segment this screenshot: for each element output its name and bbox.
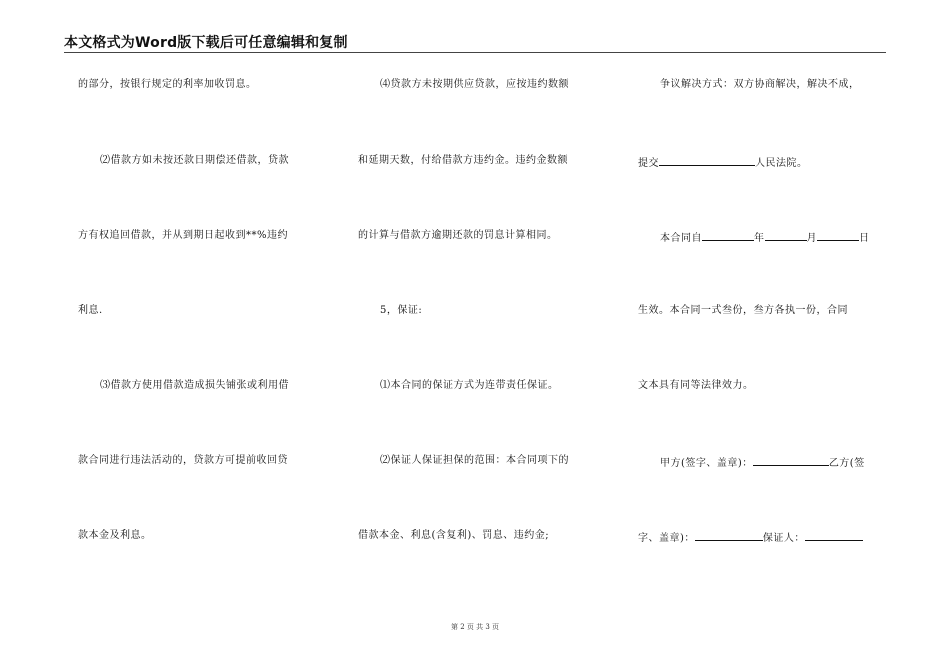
paragraph-line: 和延期天数，付给借款方违约金。违约金数额 (358, 155, 568, 166)
paragraph-line: ⑴本合同的保证方式为连带责任保证。 (380, 380, 559, 391)
text-column-3 (638, 0, 888, 672)
paragraph-line: 借款本金、利息(含复利)、罚息、违约金; (358, 530, 550, 541)
court-name-blank (659, 155, 755, 166)
month-blank (765, 230, 807, 241)
paragraph-line: 的部分，按银行规定的利率加收罚息。 (78, 79, 257, 90)
document-header-title: 本文格式为Word版下载后可任意编辑和复制 (64, 35, 348, 51)
party-b-signature-line (638, 530, 863, 545)
party-a-label: 甲方(签字、盖章)： (660, 458, 753, 469)
paragraph-line: ⑵保证人保证担保的范围：本合同项下的 (380, 455, 569, 466)
paragraph-line: 的计算与借款方逾期还款的罚息计算相同。 (358, 230, 558, 241)
effective-date-prefix: 本合同自 (660, 233, 702, 244)
day-label: 日 (859, 233, 870, 244)
paragraph-line: 方有权追回借款，并从到期日起收到**%违约 (78, 230, 289, 241)
paragraph-line: ⑶借款方使用借款造成损失铺张或利用借 (100, 380, 289, 391)
party-b-signature-blank (695, 530, 763, 541)
paragraph-line: ⑵借款方如未按还款日期偿还借款，贷款 (100, 155, 289, 166)
party-b-label-end: 字、盖章)： (638, 533, 695, 544)
page-number-footer: 第 2 页 共 3 页 (450, 623, 500, 631)
paragraph-line: 5，保证: (380, 305, 423, 316)
guarantor-signature-blank (805, 530, 863, 541)
party-a-signature-line (638, 455, 865, 470)
court-prefix: 提交 (638, 158, 659, 169)
paragraph-line: 款本金及利息。 (78, 530, 152, 541)
text-column-2 (358, 0, 608, 672)
paragraph-line: 文本具有同等法律效力。 (638, 380, 754, 391)
party-a-signature-blank (753, 455, 829, 466)
court-suffix: 人民法院。 (755, 158, 808, 169)
paragraph-line: 生效。本合同一式叁份，叁方各执一份，合同 (638, 305, 848, 316)
month-label: 月 (806, 233, 817, 244)
guarantor-label: 保证人： (762, 533, 805, 544)
year-blank (702, 230, 754, 241)
paragraph-line: 利息. (78, 305, 103, 316)
party-b-label-start: 乙方(签 (828, 458, 865, 469)
paragraph-line: ⑷贷款方未按期供应贷款，应按违约数额 (380, 79, 569, 90)
day-blank (817, 230, 859, 241)
effective-date-line (638, 230, 870, 245)
year-label: 年 (754, 233, 765, 244)
paragraph-line: 争议解决方式：双方协商解决，解决不成， (660, 79, 860, 90)
text-column-1 (78, 0, 328, 672)
court-line (638, 155, 808, 170)
paragraph-line: 款合同进行违法活动的，贷款方可提前收回贷 (78, 455, 288, 466)
